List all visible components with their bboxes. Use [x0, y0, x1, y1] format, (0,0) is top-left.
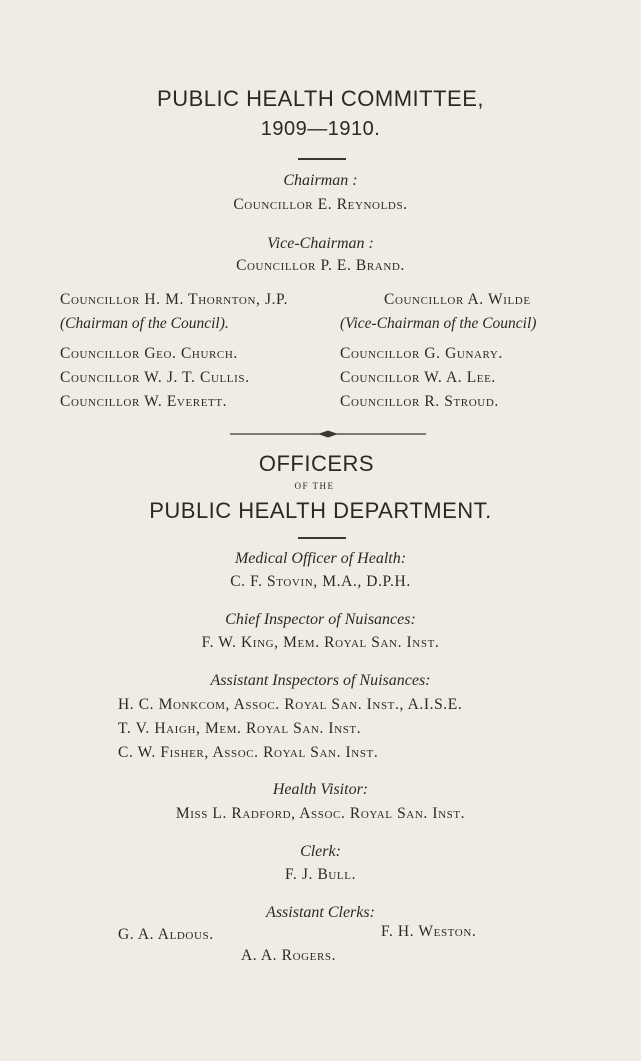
medical-officer-label: Medical Officer of Health:: [234, 550, 407, 567]
vice-chairman-label: Vice-Chairman :: [267, 235, 374, 252]
assistant-inspector-2: T. V. Haigh, Mem. Royal San. Inst.: [118, 720, 362, 737]
assistant-clerk-2: F. H. Weston.: [381, 923, 477, 940]
officers-title: OFFICERS: [258, 451, 375, 476]
member-left-3: Councillor W. J. T. Cullis.: [60, 369, 250, 386]
member-left-2: Councillor Geo. Church.: [60, 345, 238, 362]
chief-inspector-label: Chief Inspector of Nuisances:: [225, 611, 416, 628]
divider-short-2: [298, 537, 346, 539]
chairman-name: Councillor E. Reynolds.: [233, 196, 408, 213]
member-right-1: Councillor A. Wilde: [384, 291, 531, 308]
committee-years: 1909—1910.: [260, 118, 381, 140]
vice-chairman-name: Councillor P. E. Brand.: [236, 257, 405, 274]
divider-short: [298, 158, 346, 160]
assistant-inspectors-label: Assistant Inspectors of Nuisances:: [210, 672, 431, 689]
member-right-3: Councillor W. A. Lee.: [340, 369, 496, 386]
clerk-label: Clerk:: [300, 843, 341, 860]
assistant-inspector-1: H. C. Monkcom, Assoc. Royal San. Inst., A.I.S.E.: [118, 696, 463, 713]
medical-officer-name: C. F. Stovin, M.A., D.P.H.: [230, 573, 411, 590]
committee-title: PUBLIC HEALTH COMMITTEE,: [157, 86, 484, 111]
member-left-4: Councillor W. Everett.: [60, 393, 228, 410]
ornamental-divider: [230, 428, 426, 440]
officers-of-the: OF THE: [294, 481, 335, 491]
clerk-name: F. J. Bull.: [284, 866, 357, 883]
health-visitor-name: Miss L. Radford, Assoc. Royal San. Inst.: [175, 805, 466, 822]
department-title: PUBLIC HEALTH DEPARTMENT.: [149, 498, 492, 523]
health-visitor-label: Health Visitor:: [272, 781, 369, 798]
assistant-clerks-label: Assistant Clerks:: [266, 904, 375, 921]
member-left-1-note: (Chairman of the Council).: [60, 315, 229, 332]
assistant-clerk-1: G. A. Aldous.: [118, 926, 214, 943]
member-left-1: Councillor H. M. Thornton, J.P.: [60, 291, 289, 308]
chief-inspector-name: F. W. King, Mem. Royal San. Inst.: [201, 634, 440, 651]
assistant-clerk-3: A. A. Rogers.: [241, 947, 337, 964]
member-right-2: Councillor G. Gunary.: [340, 345, 503, 362]
chairman-label: Chairman :: [283, 172, 358, 189]
assistant-inspector-3: C. W. Fisher, Assoc. Royal San. Inst.: [118, 744, 379, 761]
member-right-1-note: (Vice-Chairman of the Council): [340, 315, 537, 332]
member-right-4: Councillor R. Stroud.: [340, 393, 499, 410]
